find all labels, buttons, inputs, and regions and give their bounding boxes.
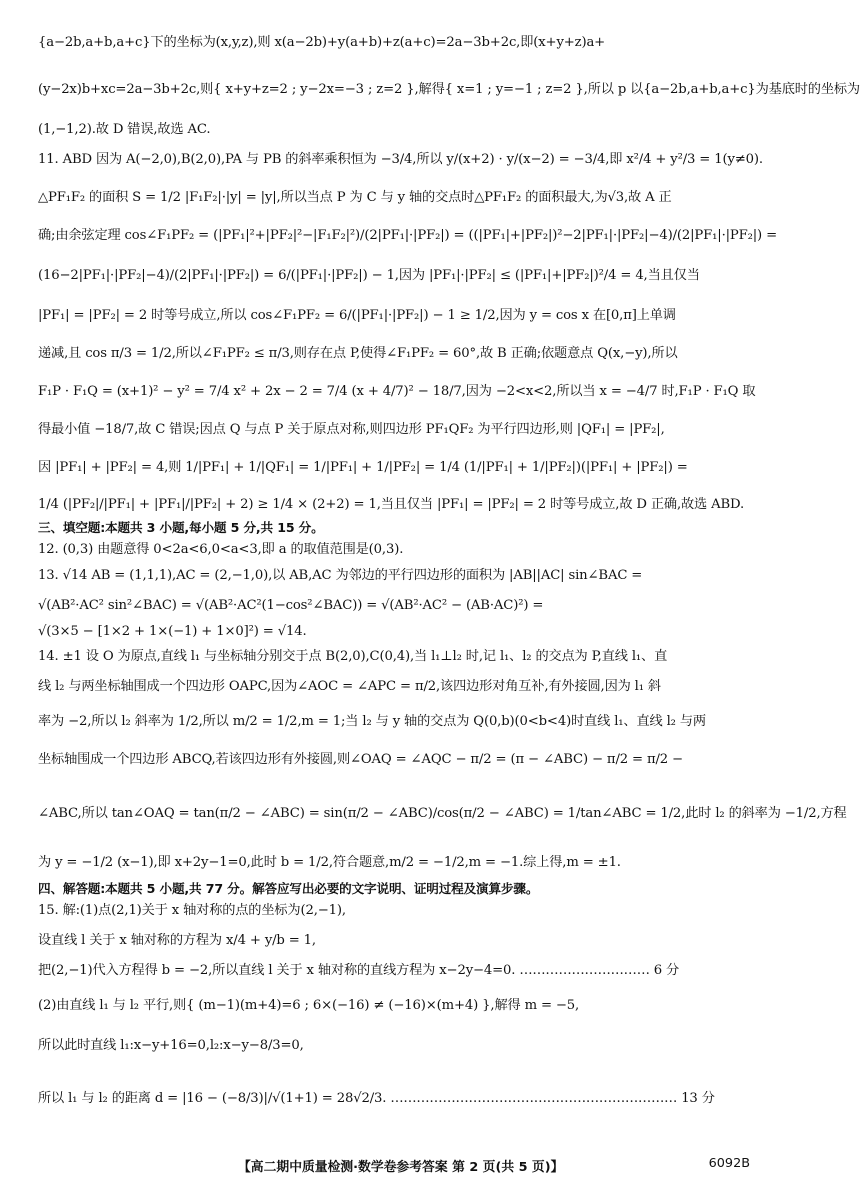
- text-line: 率为 −2,所以 l₂ 斜率为 1/2,所以 m/2 = 1/2,m = 1;当 l₂ 与 y 轴的交点为 Q(0,b)(0<b<4)时直线 l₁、直线 l₂ 与两: [38, 714, 706, 729]
- text-line: (1,−1,2).故 D 错误,故选 AC.: [38, 122, 211, 137]
- text-line: (y−2x)b+xc=2a−3b+2c,则{ x+y+z=2 ; y−2x=−3 ; z=2 },解得{ x=1 ; y=−1 ; z=2 },所以 p 以{a−2b,a+b,a+c}为基底时的坐标为: [38, 82, 860, 97]
- text-line: 得最小值 −18/7,故 C 错误;因点 Q 与点 P 关于原点对称,则四边形 PF₁QF₂ 为平行四边形,则 |QF₁| = |PF₂|,: [38, 422, 665, 437]
- text-line: {a−2b,a+b,a+c}下的坐标为(x,y,z),则 x(a−2b)+y(a+b)+z(a+c)=2a−3b+2c,即(x+y+z)a+: [38, 35, 606, 50]
- text-line: 坐标轴围成一个四边形 ABCQ,若该四边形有外接圆,则∠OAQ = ∠AQC − π/2 = (π − ∠ABC) − π/2 = π/2 −: [38, 752, 683, 767]
- section-heading: 三、填空题:本题共 3 小题,每小题 5 分,共 15 分。: [38, 520, 324, 535]
- text-line: 递减,且 cos π/3 = 1/2,所以∠F₁PF₂ ≤ π/3,则存在点 P,使得∠F₁PF₂ = 60°,故 B 正确;依题意点 Q(x,−y),所以: [38, 346, 678, 361]
- text-line: 14. ±1 设 O 为原点,直线 l₁ 与坐标轴分别交于点 B(2,0),C(0,4),当 l₁⊥l₂ 时,记 l₁、l₂ 的交点为 P,直线 l₁、直: [38, 649, 668, 664]
- section-heading: 四、解答题:本题共 5 小题,共 77 分。解答应写出必要的文字说明、证明过程及演算步骤。: [38, 881, 539, 896]
- text-line: √(AB²·AC² sin²∠BAC) = √(AB²·AC²(1−cos²∠BAC)) = √(AB²·AC² − (AB·AC)²) =: [38, 598, 544, 613]
- text-line: ∠ABC,所以 tan∠OAQ = tan(π/2 − ∠ABC) = sin(π/2 − ∠ABC)/cos(π/2 − ∠ABC) = 1/tan∠ABC = 1/2,此时 l₂ 的斜率为 −1/2,方程: [38, 806, 847, 821]
- footer-title: 【高二期中质量检测·数学卷参考答案 第 2 页(共 5 页)】: [238, 1160, 564, 1175]
- text-line: 把(2,−1)代入方程得 b = −2,所以直线 l 关于 x 轴对称的直线方程为 x−2y−4=0. ………………………… 6 分: [38, 963, 680, 978]
- text-line: 所以此时直线 l₁:x−y+16=0,l₂:x−y−8/3=0,: [38, 1038, 304, 1053]
- text-line: 12. (0,3) 由题意得 0<2a<6,0<a<3,即 a 的取值范围是(0,3).: [38, 542, 404, 557]
- footer-code: 6092B: [708, 1156, 750, 1171]
- text-line: 设直线 l 关于 x 轴对称的方程为 x/4 + y/b = 1,: [38, 933, 316, 948]
- text-line: |PF₁| = |PF₂| = 2 时等号成立,所以 cos∠F₁PF₂ = 6/(|PF₁|·|PF₂|) − 1 ≥ 1/2,因为 y = cos x 在[0,π]上单调: [38, 308, 676, 323]
- page-footer: [0, 1156, 772, 1176]
- text-line: (2)由直线 l₁ 与 l₂ 平行,则{ (m−1)(m+4)=6 ; 6×(−16) ≠ (−16)×(m+4) },解得 m = −5,: [38, 998, 580, 1013]
- text-line: 所以 l₁ 与 l₂ 的距离 d = |16 − (−8/3)|/√(1+1) = 28√2/3. ………………………………………………………… 13 分: [38, 1091, 715, 1106]
- text-line: 15. 解:(1)点(2,1)关于 x 轴对称的点的坐标为(2,−1),: [38, 903, 346, 918]
- text-line: 确;由余弦定理 cos∠F₁PF₂ = (|PF₁|²+|PF₂|²−|F₁F₂|²)/(2|PF₁|·|PF₂|) = ((|PF₁|+|PF₂|)²−2|PF₁|·|PF₂|−4)/(2|PF₁|·|PF₂|) =: [38, 228, 777, 243]
- text-line: (16−2|PF₁|·|PF₂|−4)/(2|PF₁|·|PF₂|) = 6/(|PF₁|·|PF₂|) − 1,因为 |PF₁|·|PF₂| ≤ (|PF₁|+|PF₂|)²/4 = 4,当且仅当: [38, 268, 700, 283]
- text-line: 11. ABD 因为 A(−2,0),B(2,0),PA 与 PB 的斜率乘积恒为 −3/4,所以 y/(x+2) · y/(x−2) = −3/4,即 x²/4 + y²/3 = 1(y≠0).: [38, 152, 763, 167]
- text-line: 因 |PF₁| + |PF₂| = 4,则 1/|PF₁| + 1/|QF₁| = 1/|PF₁| + 1/|PF₂| = 1/4 (1/|PF₁| + 1/|PF₂|)(|PF₁| + |PF₂|) =: [38, 460, 688, 475]
- text-line: √(3×5 − [1×2 + 1×(−1) + 1×0]²) = √14.: [38, 624, 307, 639]
- text-line: 为 y = −1/2 (x−1),即 x+2y−1=0,此时 b = 1/2,符合题意,m/2 = −1/2,m = −1.综上得,m = ±1.: [38, 855, 621, 870]
- text-line: 线 l₂ 与两坐标轴围成一个四边形 OAPC,因为∠AOC = ∠APC = π/2,该四边形对角互补,有外接圆,因为 l₁ 斜: [38, 679, 661, 694]
- text-line: F₁P · F₁Q = (x+1)² − y² = 7/4 x² + 2x − 2 = 7/4 (x + 4/7)² − 18/7,因为 −2<x<2,所以当 x = −4/7 时,F₁P · F₁Q 取: [38, 384, 756, 399]
- text-line: △PF₁F₂ 的面积 S = 1/2 |F₁F₂|·|y| = |y|,所以当点 P 为 C 与 y 轴的交点时△PF₁F₂ 的面积最大,为√3,故 A 正: [38, 190, 672, 205]
- text-line: 1/4 (|PF₂|/|PF₁| + |PF₁|/|PF₂| + 2) ≥ 1/4 × (2+2) = 1,当且仅当 |PF₁| = |PF₂| = 2 时等号成立,故 D 正确,故选 ABD.: [38, 497, 745, 512]
- text-line: 13. √14 AB = (1,1,1),AC = (2,−1,0),以 AB,AC 为邻边的平行四边形的面积为 |AB||AC| sin∠BAC =: [38, 568, 643, 583]
